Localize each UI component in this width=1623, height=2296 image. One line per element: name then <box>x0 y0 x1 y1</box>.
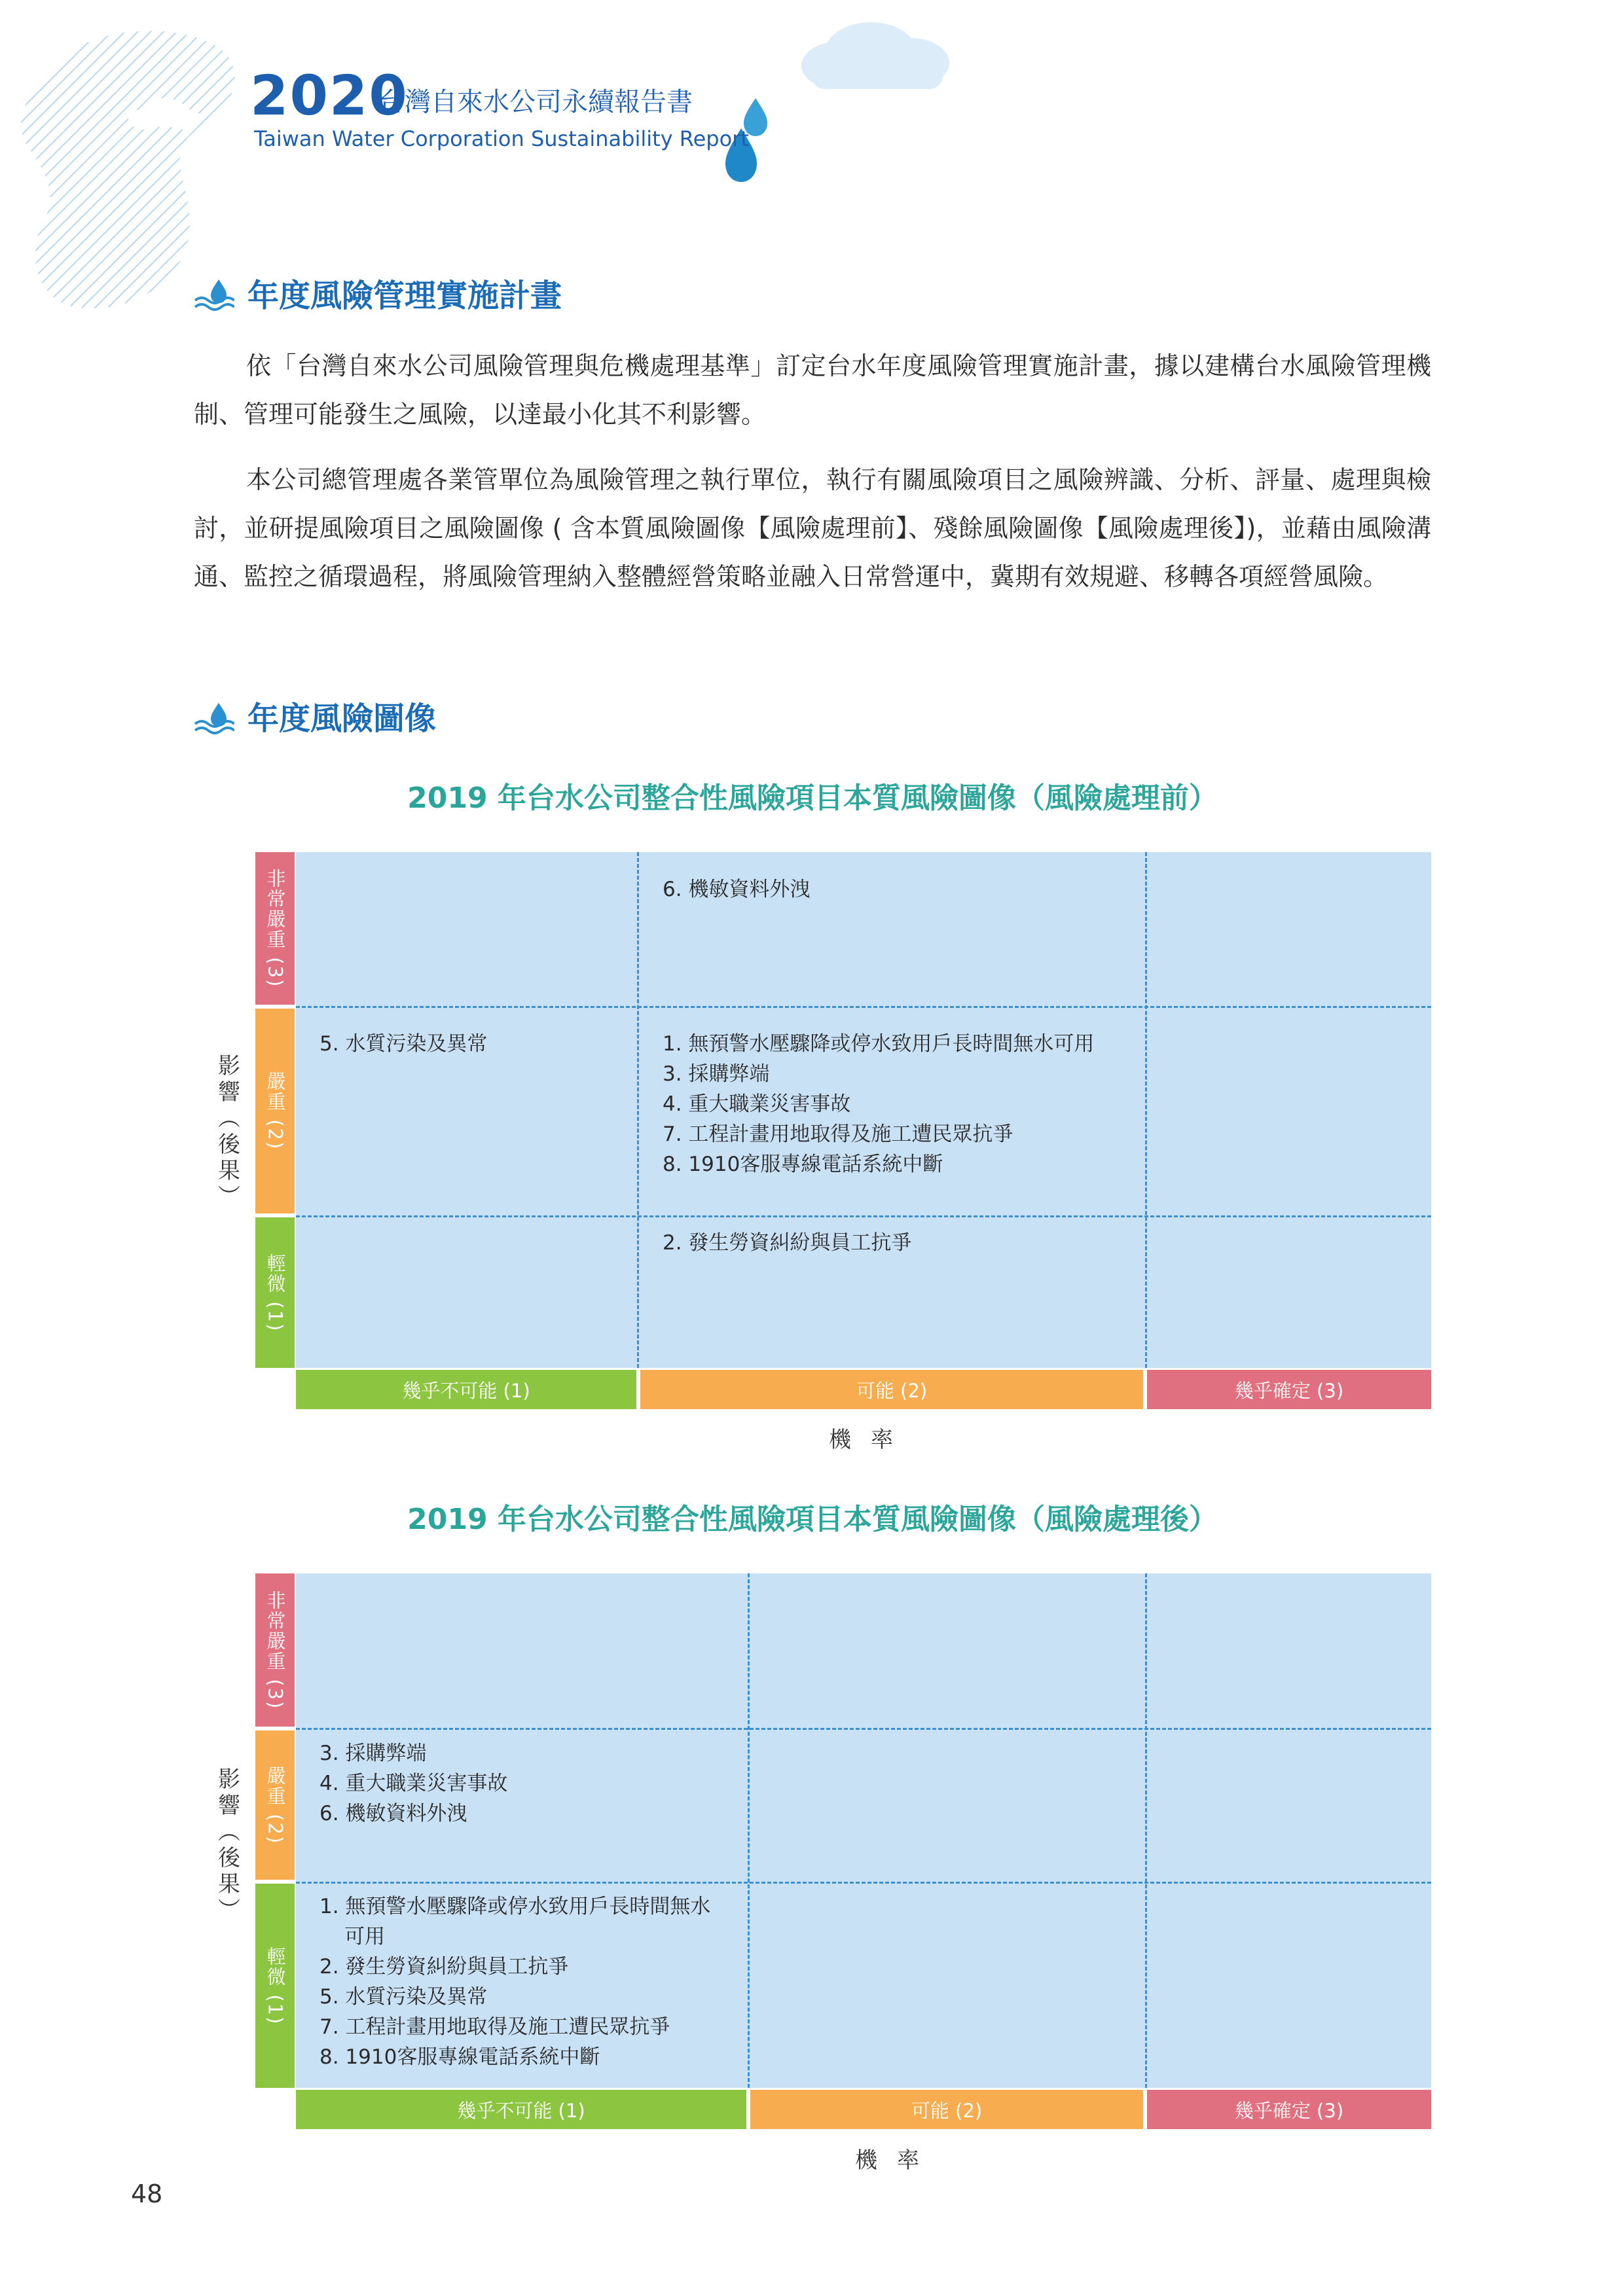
grid-divider <box>1145 1573 1147 2088</box>
water-wave-icon <box>194 702 234 734</box>
report-title-english: Taiwan Water Corporation Sustainability Report <box>254 126 749 151</box>
cloud-icon <box>801 22 949 89</box>
cell-severity2-probability2 <box>663 1029 1140 1179</box>
y-axis-label: 影響（後果） <box>213 1054 240 1211</box>
grid-divider <box>296 1882 1431 1884</box>
y-axis-label: 影響（後果） <box>213 1767 240 1924</box>
grid-divider <box>296 1006 1431 1008</box>
risk-item: 7. 工程計畫用地取得及施工遭民眾抗爭 <box>319 2015 670 2039</box>
risk-item: 3. 採購弊端 <box>319 1742 427 1765</box>
risk-item: 1. 無預警水壓驟降或停水致用戶長時間無水可用 <box>663 1032 1095 1056</box>
severity-label-minor: 輕微 (1) <box>255 1884 295 2088</box>
risk-item: 4. 重大職業災害事故 <box>663 1092 851 1116</box>
section-title-risk-map: 年度風險圖像 <box>247 700 437 737</box>
risk-item: 7. 工程計畫用地取得及施工遭民眾抗爭 <box>663 1122 1013 1146</box>
section-title-risk-plan: 年度風險管理實施計畫 <box>247 278 562 314</box>
cell-severity3-probability2 <box>663 874 1134 905</box>
water-wave-icon <box>194 278 234 311</box>
risk-item: 6. 機敏資料外洩 <box>663 878 811 901</box>
grid-divider <box>296 1728 1431 1730</box>
cell-severity2-probability1 <box>319 1738 739 1829</box>
risk-item: 5. 水質污染及異常 <box>319 1032 488 1056</box>
risk-item: 6. 機敏資料外洩 <box>319 1802 467 1825</box>
probability-label-almost-impossible: 幾乎不可能 (1) <box>296 2090 746 2129</box>
severity-label-minor: 輕微 (1) <box>255 1217 295 1368</box>
grid-divider <box>637 852 639 1368</box>
paragraph-2: 本公司總管理處各業管單位為風險管理之執行單位，執行有關風險項目之風險辨識、分析、評量、處理與檢討，並研提風險項目之風險圖像 ( 含本質風險圖像【風險處理前】、殘餘風險圖像【風險處理後】)，並藉由風險溝通、監控之循環過程，將風險管理納入整體經營策略並融入日常營運中，冀期有效規避、移轉各項經營風險。 <box>194 465 1431 591</box>
probability-label-almost-certain: 幾乎確定 (3) <box>1147 2090 1431 2129</box>
grid-divider <box>1145 852 1147 1368</box>
risk-item: 8. 1910客服專線電話系統中斷 <box>663 1153 943 1176</box>
probability-label-possible: 可能 (2) <box>640 1370 1143 1409</box>
report-title-chinese: 台灣自來水公司永續報告書 <box>378 87 693 117</box>
risk-item: 3. 採購弊端 <box>663 1062 770 1086</box>
severity-label-very-serious: 非常嚴重 (3) <box>255 852 295 1005</box>
risk-item: 8. 1910客服專線電話系統中斷 <box>319 2045 600 2069</box>
x-axis-label: 機率 <box>829 1427 913 1453</box>
chart2-title: 2019 年台水公司整合性風險項目本質風險圖像（風險處理後） <box>407 1503 1218 1536</box>
page-number: 48 <box>131 2179 163 2208</box>
risk-item: 2. 發生勞資糾紛與員工抗爭 <box>319 1955 569 1979</box>
cell-severity1-probability1 <box>319 1892 725 2072</box>
header-decoration <box>0 0 1623 340</box>
x-axis-label: 機率 <box>855 2147 939 2174</box>
cell-severity1-probability2 <box>663 1228 1134 1258</box>
risk-item: 4. 重大職業災害事故 <box>319 1772 508 1795</box>
severity-label-very-serious: 非常嚴重 (3) <box>255 1573 295 1727</box>
severity-label-serious: 嚴重 (2) <box>255 1731 295 1880</box>
paragraph-1: 依「台灣自來水公司風險管理與危機處理基準」訂定台水年度風險管理實施計畫，據以建構台水風險管理機制、管理可能發生之風險，以達最小化其不利影響。 <box>194 351 1431 429</box>
severity-label-serious: 嚴重 (2) <box>255 1009 295 1213</box>
cell-severity2-probability1 <box>319 1029 627 1059</box>
probability-label-almost-impossible: 幾乎不可能 (1) <box>296 1370 636 1409</box>
probability-label-almost-certain: 幾乎確定 (3) <box>1147 1370 1431 1409</box>
chart1-title: 2019 年台水公司整合性風險項目本質風險圖像（風險處理前） <box>407 781 1218 815</box>
grid-divider <box>748 1573 750 2088</box>
risk-item: 1. 無預警水壓驟降或停水致用戶長時間無水可用 <box>319 1895 711 1948</box>
risk-item: 5. 水質污染及異常 <box>319 1985 488 2009</box>
grid-divider <box>296 1215 1431 1217</box>
hatched-blob-shape <box>21 31 234 308</box>
probability-label-possible: 可能 (2) <box>750 2090 1143 2129</box>
risk-item: 2. 發生勞資糾紛與員工抗爭 <box>663 1231 912 1255</box>
report-year: 2020 <box>250 63 409 128</box>
